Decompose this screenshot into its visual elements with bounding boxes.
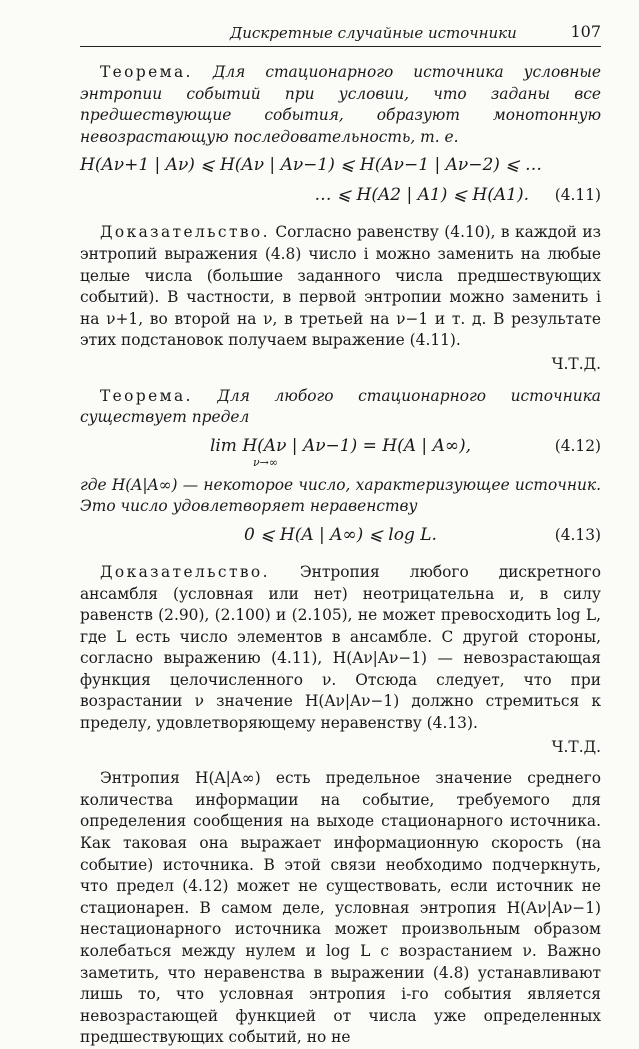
body-paragraph: Энтропия H(A|A∞) есть предельное значение среднего количества информации на событие, требуемого для определения сообщения на выходе стационарного источника. Как таковая она выражает информационную скорость (на событие) источника. В этой связи необходимо подчеркнуть, что предел (4.12) может не существовать, если источник не стационарен. В самом деле, условная энтропия H(Aν|Aν−1) нестационарного источника может произвольным образом колебаться между нулем и log L с возрастанием ν. Важно заметить, что неравенства в выражении (4.8) устанавливают лишь то, что условная энтропия i-го события является невозрастающей функцией от числа уже определенных предшествующих событий, но не	[80, 769, 601, 1047]
proof-2-text: Энтропия любого дискретного ансамбля (условная или нет) неотрицательна и, в силу равенств (2.90), (2.100) и (2.105), не может превосходить log L, где L есть число элементов в ансамбле. С другой стороны, согласно выражению (4.11), H(Aν|Aν−1) — невозрастающая функция целочисленного ν. Отсюда следует, что при возрастании ν значение H(Aν|Aν−1) должно стремиться к пределу, удовлетворяющему неравенству (4.13).	[80, 562, 601, 733]
formula-4-11-line1: H(Aν+1 | Aν) ⩽ H(Aν | Aν−1) ⩽ H(Aν−1 | Aν−2) ⩽ …	[80, 155, 542, 176]
formula-4-13-text: 0 ⩽ H(A | A∞) ⩽ log L.	[244, 524, 437, 545]
proof-2	[80, 562, 601, 735]
formula-4-11-line2-text: … ⩽ H(A2 | A1) ⩽ H(A1).	[314, 185, 529, 206]
qed-2: Ч.Т.Д.	[551, 737, 601, 756]
page-header	[80, 16, 601, 47]
formula-4-13	[80, 522, 601, 548]
proof-2-label: Доказательство.	[100, 562, 270, 581]
theorem-2-text2: где H(A|A∞) — некоторое число, характеризующее источник. Это число удовлетворяет неравенству	[80, 475, 601, 516]
page-content	[80, 62, 601, 1049]
theorem-1-text: Для стационарного источника условные энтропии событий при условии, что заданы все предшествующие события, образуют монотонную невозрастающую последовательность, т. е.	[80, 63, 601, 146]
formula-4-11-line2	[80, 182, 601, 208]
page-number: 107	[570, 22, 601, 41]
running-head: Дискретные случайные источники	[230, 24, 517, 42]
theorem-2-label: Теорема.	[100, 386, 193, 405]
proof-1	[80, 222, 601, 352]
proof-1-label: Доказательство.	[100, 223, 270, 242]
formula-4-12-text: lim H(Aν | Aν−1) = H(A | A∞),	[209, 435, 472, 456]
eq-number-4-13: (4.13)	[554, 525, 601, 544]
eq-number-4-11: (4.11)	[554, 186, 601, 205]
theorem-1-label: Теорема.	[100, 63, 193, 81]
formula-4-12	[80, 433, 601, 459]
theorem-1	[80, 62, 601, 148]
limit-subscript: ν→∞	[252, 455, 279, 469]
theorem-2-text: Для любого стационарного источника существует предел	[80, 386, 601, 427]
eq-number-4-12: (4.12)	[554, 436, 601, 455]
proof-1-text: Согласно равенству (4.10), в каждой из энтропий выражения (4.8) число i можно заменить на любые целые числа (большие заданного числа предшествующих событий). В частности, в первой энтропии можно заменить i на ν+1, во второй на ν, в третьей на ν−1 и т. д. В результате этих подстановок получаем выражение (4.11).	[80, 223, 601, 350]
qed-1: Ч.Т.Д.	[551, 354, 601, 373]
theorem-2	[80, 386, 601, 429]
